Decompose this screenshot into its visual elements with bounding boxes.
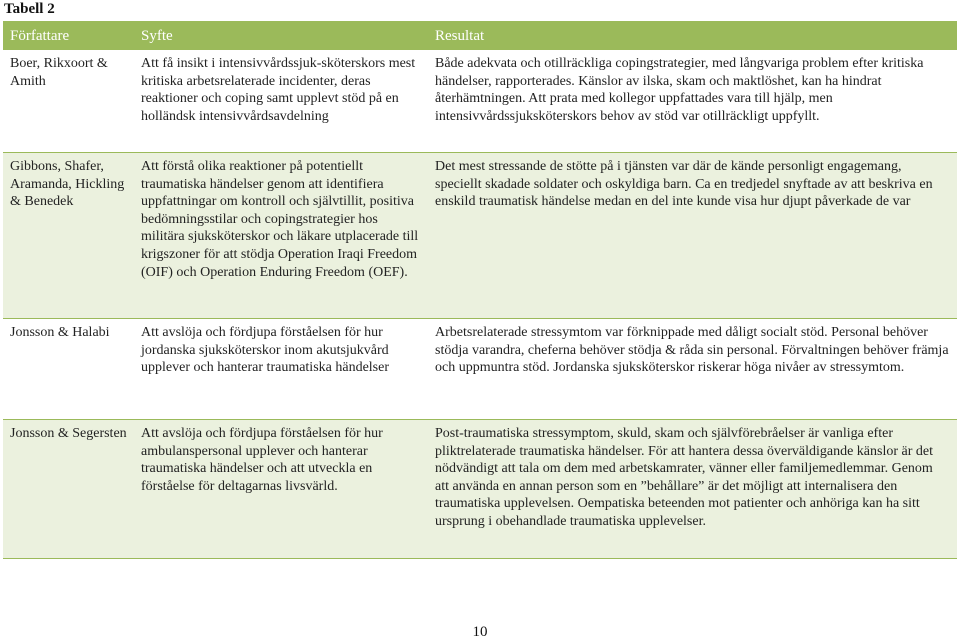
page-number: 10 bbox=[472, 624, 488, 640]
cell-author: Jonsson & Segersten bbox=[3, 420, 134, 559]
cell-purpose: Att få insikt i intensivvårdssjuk-sköterskors mest kritiska arbetsrelaterade incidenter, deras reaktioner och coping samt upplevt stöd på en holländsk intensivvårdsavdelning bbox=[134, 50, 428, 153]
cell-purpose: Att avslöja och fördjupa förståelsen för hur ambulanspersonal upplever och hanterar traumatiska händelser och att utveckla en förståelse för deltagarnas livsvärld. bbox=[134, 420, 428, 559]
cell-purpose: Att avslöja och fördjupa förståelsen för hur jordanska sjuksköterskor inom akutsjukvård upplever och hanterar traumatiska händelser bbox=[134, 319, 428, 420]
header-purpose: Syfte bbox=[134, 21, 428, 50]
table-header-row bbox=[3, 21, 957, 50]
header-result: Resultat bbox=[428, 21, 957, 50]
table-row bbox=[3, 50, 957, 153]
literature-table bbox=[3, 21, 957, 559]
cell-author: Jonsson & Halabi bbox=[3, 319, 134, 420]
cell-result: Både adekvata och otillräckliga copingstrategier, med långvariga problem efter kritiska händelser, rapporterades. Känslor av ilska, skam och maktlöshet, kan ha hindrat återhämtningen. Att prata med kollegor uppfattades vara till hjälp, men intensivvårdssjuksköterskors behov av stöd var otillräckligt uppfyllt. bbox=[428, 50, 957, 153]
cell-result: Det mest stressande de stötte på i tjänsten var där de kände personligt engagemang, speciellt skadade soldater och oskyldiga barn. Ca en tredjedel snyftade av att beskriva en enskild traumatisk händelse medan en del inte kunde visa hur djupt påverkade de var bbox=[428, 153, 957, 319]
cell-result: Post-traumatiska stressymptom, skuld, skam och självförebråelser är vanliga efter pliktrelaterade traumatiska händelser. För att hantera dessa överväldigande känslor är det nödvändigt att tala om dem med arbetskamrater, vänner eller familjemedlemmar. Genom att använda en annan person som en ”behållare” är det möjligt att internalisera den traumatiska upplevelsen. Oempatiska beteenden mot patienter och anhöriga kan ha sitt ursprung i obehandlade traumatiska upplevelser. bbox=[428, 420, 957, 559]
table-caption: Tabell 2 bbox=[4, 1, 55, 17]
cell-author: Boer, Rikxoort & Amith bbox=[3, 50, 134, 153]
table-row bbox=[3, 420, 957, 559]
cell-result: Arbetsrelaterade stressymtom var förknippade med dåligt socialt stöd. Personal behöver stödja varandra, cheferna behöver stödja & råda sin personal. Förvaltningen behöver främja och uppmuntra stöd. Jordanska sjuksköterskor riskerar höga nivåer av stressymtom. bbox=[428, 319, 957, 420]
table-row bbox=[3, 319, 957, 420]
header-author: Författare bbox=[3, 21, 134, 50]
cell-purpose: Att förstå olika reaktioner på potentiellt traumatiska händelser genom att identifiera uppfattningar om kontroll och självtillit, positiva bedömningsstilar och copingstrategier hos militära sjuksköterskor och läkare utplacerade till krigszoner för att stödja Operation Iraqi Freedom (OIF) och Operation Enduring Freedom (OEF). bbox=[134, 153, 428, 319]
table-row bbox=[3, 153, 957, 319]
cell-author: Gibbons, Shafer, Aramanda, Hickling & Benedek bbox=[3, 153, 134, 319]
